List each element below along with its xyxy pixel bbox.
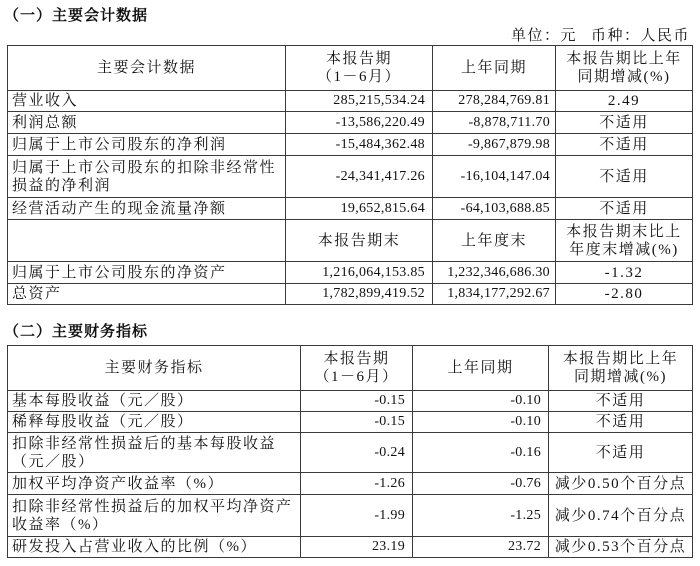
section-heading-financial-indicators: （二）主要财务指标 xyxy=(4,324,149,340)
table-row xyxy=(8,495,693,537)
header-current-period-line2: （1－6月） xyxy=(316,69,401,85)
header-change xyxy=(556,46,693,91)
row-label: 稀释每股收益（元／股） xyxy=(8,412,301,433)
current-period-value: 285,215,534.24 xyxy=(286,91,433,112)
table-row xyxy=(8,262,693,284)
header-change-line1: 本报告期比上年 xyxy=(566,51,682,67)
section-heading-accounting-data: （一）主要会计数据 xyxy=(4,8,149,24)
prior-period-value: -9,867,879.98 xyxy=(433,134,556,156)
table-subheader-row xyxy=(8,220,693,262)
current-period-value: 19,652,815.64 xyxy=(286,198,433,220)
header-current-period-line1: 本报告期 xyxy=(323,351,390,367)
change-value: 不适用 xyxy=(556,156,693,198)
row-label: 加权平均净资产收益率（%） xyxy=(8,473,301,495)
header-change-line2: 同期增减(%) xyxy=(574,369,667,385)
change-value: 2.49 xyxy=(556,91,693,112)
row-label: 基本每股收益（元／股） xyxy=(8,391,301,412)
header-current-period-line2: （1－6月） xyxy=(314,369,399,385)
prior-period-value: -0.16 xyxy=(413,433,549,473)
table-row xyxy=(8,433,693,473)
row-label: 经营活动产生的现金流量净额 xyxy=(8,198,286,220)
change-value: 不适用 xyxy=(556,112,693,134)
table-header-row xyxy=(8,346,693,391)
prior-period-value: -16,104,147.04 xyxy=(433,156,556,198)
change-value: 不适用 xyxy=(556,134,693,156)
row-label: 扣除非经常性损益后的加权平均净资产收益率（%） xyxy=(8,495,301,537)
header-prior-period: 上年同期 xyxy=(433,46,556,91)
row-label: 归属于上市公司股东的净利润 xyxy=(8,134,286,156)
prior-year-end-value: 1,232,346,686.30 xyxy=(433,262,556,284)
change-value: 减少0.53个百分点 xyxy=(549,537,693,558)
subheader-change-line1: 本报告期末比上 xyxy=(566,223,682,240)
subheader-change-line2: 年度末增减(%) xyxy=(569,241,679,258)
row-label: 研发投入占营业收入的比例（%） xyxy=(8,537,301,558)
prior-period-value: -64,103,688.85 xyxy=(433,198,556,220)
change-value: -2.80 xyxy=(556,284,693,305)
table-header-row xyxy=(8,46,693,91)
header-change-line2: 同期增减(%) xyxy=(577,69,671,85)
prior-period-value: -0.76 xyxy=(413,473,549,495)
table-row xyxy=(8,91,693,112)
key-accounting-data-table xyxy=(7,45,693,305)
row-label: 营业收入 xyxy=(8,91,286,112)
change-value: -1.32 xyxy=(556,262,693,284)
change-value: 减少0.74个百分点 xyxy=(549,495,693,537)
table-row xyxy=(8,112,693,134)
unit-label: 单位：元 xyxy=(510,28,577,44)
prior-year-end-value: 1,834,177,292.67 xyxy=(433,284,556,305)
table-row xyxy=(8,156,693,198)
current-period-value: -0.15 xyxy=(301,391,413,412)
header-prior-period: 上年同期 xyxy=(413,346,549,391)
change-value: 不适用 xyxy=(549,433,693,473)
current-period-value: -0.15 xyxy=(301,412,413,433)
current-period-value: -13,586,220.49 xyxy=(286,112,433,134)
subheader-period-end: 本报告期末 xyxy=(286,220,433,262)
header-current-period xyxy=(286,46,433,91)
period-end-value: 1,216,064,153.85 xyxy=(286,262,433,284)
change-value: 不适用 xyxy=(549,391,693,412)
change-value: 不适用 xyxy=(556,198,693,220)
table-row xyxy=(8,284,693,305)
currency-label: 币种：人民币 xyxy=(590,28,690,44)
prior-period-value: -8,878,711.70 xyxy=(433,112,556,134)
prior-period-value: -0.10 xyxy=(413,412,549,433)
header-change xyxy=(549,346,693,391)
header-item: 主要财务指标 xyxy=(8,346,301,391)
table-row xyxy=(8,412,693,433)
current-period-value: -15,484,362.48 xyxy=(286,134,433,156)
row-label: 扣除非经常性损益后的基本每股收益（元／股） xyxy=(8,433,301,473)
header-current-period xyxy=(301,346,413,391)
prior-period-value: -1.25 xyxy=(413,495,549,537)
current-period-value: -1.99 xyxy=(301,495,413,537)
row-label: 利润总额 xyxy=(8,112,286,134)
header-change-line1: 本报告期比上年 xyxy=(562,351,679,367)
header-item: 主要会计数据 xyxy=(8,46,286,91)
subheader-item-empty xyxy=(8,220,286,262)
row-label: 总资产 xyxy=(8,284,286,305)
current-period-value: 23.19 xyxy=(301,537,413,558)
subheader-change xyxy=(556,220,693,262)
current-period-value: -0.24 xyxy=(301,433,413,473)
row-label: 归属于上市公司股东的净资产 xyxy=(8,262,286,284)
prior-period-value: 278,284,769.81 xyxy=(433,91,556,112)
table-row xyxy=(8,391,693,412)
prior-period-value: -0.10 xyxy=(413,391,549,412)
key-financial-indicators-table xyxy=(7,345,693,558)
table-row xyxy=(8,198,693,220)
row-label: 归属于上市公司股东的扣除非经常性损益的净利润 xyxy=(8,156,286,198)
current-period-value: -24,341,417.26 xyxy=(286,156,433,198)
change-value: 不适用 xyxy=(549,412,693,433)
table-row xyxy=(8,134,693,156)
table-row xyxy=(8,537,693,558)
period-end-value: 1,782,899,419.52 xyxy=(286,284,433,305)
current-period-value: -1.26 xyxy=(301,473,413,495)
subheader-prior-year-end: 上年度末 xyxy=(433,220,556,262)
prior-period-value: 23.72 xyxy=(413,537,549,558)
table-row xyxy=(8,473,693,495)
change-value: 减少0.50个百分点 xyxy=(549,473,693,495)
header-current-period-line1: 本报告期 xyxy=(325,51,392,67)
unit-currency-note xyxy=(511,27,690,45)
